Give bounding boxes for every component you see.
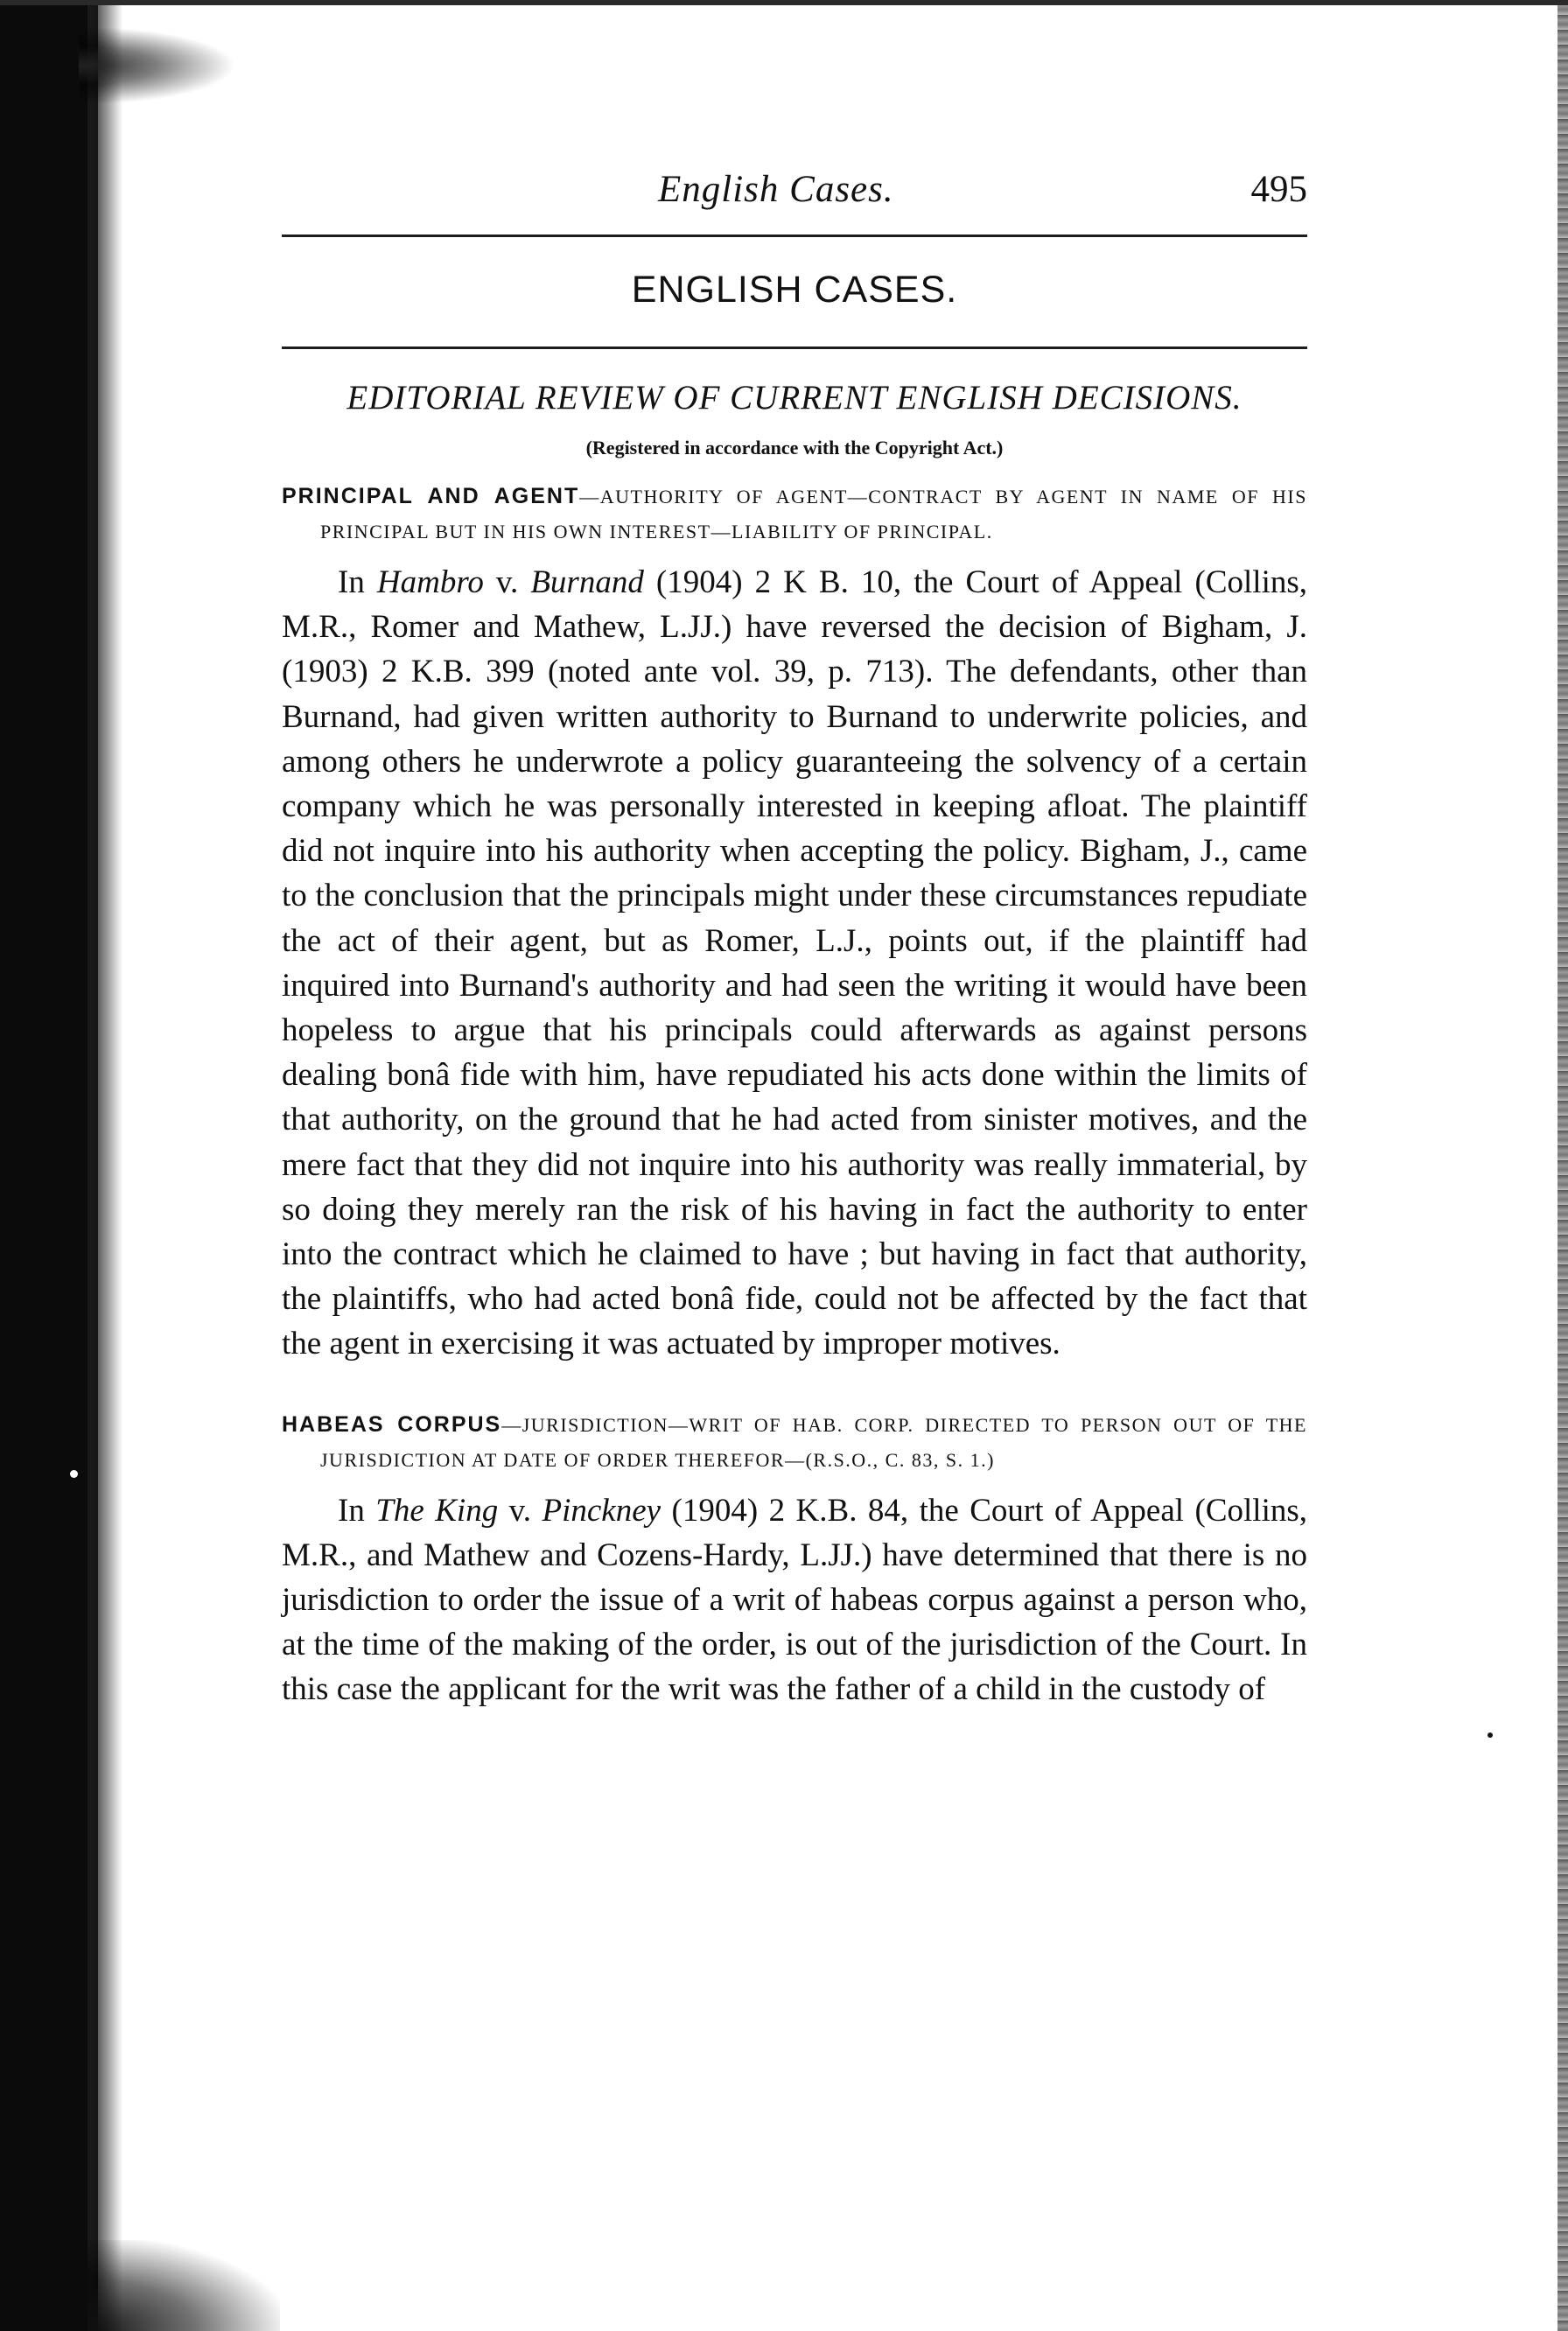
copyright-note: (Registered in accordance with the Copyright Act.) [585,437,1004,458]
case-heading-habeas-corpus [282,1407,1307,1478]
case-party-name: The King [375,1492,499,1529]
running-head-title: English Cases. [658,169,894,210]
case-party-name: Pinckney [542,1492,662,1529]
case-topic: PRINCIPAL AND AGENT [282,484,580,508]
case-subtopics: —AUTHORITY OF AGENT—CONTRACT BY AGENT IN NAME OF HIS PRINCIPAL BUT IN HIS OWN INTEREST—LIABILITY OF PRINCIPAL. [320,486,1307,542]
editorial-heading: EDITORIAL REVIEW OF CURRENT ENGLISH DECISIONS. [346,379,1242,416]
case-party-name: Hambro [376,564,484,600]
scan-speck [70,1470,78,1478]
scan-left-edge [0,0,98,2331]
case-paragraph-pinckney [282,1488,1307,1712]
scan-speck [1488,1732,1493,1738]
paragraph-intro: In [338,1492,376,1529]
page-content [282,168,1307,1745]
case-heading-principal-agent [282,479,1307,550]
scan-smudge-top [79,26,236,105]
page-number: 495 [1250,169,1307,210]
section-title: ENGLISH CASES. [631,269,958,311]
case-paragraph-hambro [282,560,1307,1367]
scan-smudge-bottom [88,2240,280,2331]
section-rule [282,346,1307,349]
case-topic: HABEAS CORPUS [282,1411,502,1437]
case-versus: v. [483,564,531,600]
running-head [282,168,1307,224]
paragraph-body: (1904) 2 K.B. 84, the Court of Appeal (Collins, M.R., and Mathew and Cozens-Hardy, L.JJ.) have determined that there is no jurisdiction to order the issue of a writ of habeas corpus against a person who, at the time of the making of the order, is out of the jurisdiction of the Court. In this case the applicant for the writ was the father of a child in the custody of [282,1492,1308,1708]
header-rule [282,234,1307,237]
case-subtopics: —JURISDICTION—WRIT OF HAB. CORP. DIRECTED TO PERSON OUT OF THE JURISDICTION AT DATE OF ORDER THEREFOR—(R.S.O., C. 83, S. 1.) [320,1413,1307,1471]
paragraph-body: (1904) 2 K B. 10, the Court of Appeal (Collins, M.R., Romer and Mathew, L.JJ.) have reversed the decision of Bigham, J. (1903) 2 K.B. 399 (noted ante vol. 39, p. 713). The defendants, other than Burnand, had given written authority to Burnand to underwrite policies, and among others he underwrote a policy guaranteeing the solvency of a certain company which he was personally interested in keeping afloat. The plaintiff did not inquire into his authority when accepting the policy. Bigham, J., came to the conclusion that the principals might under these circumstances repudiate the act of their agent, but as Romer, L.J., points out, if the plaintiff had inquired into Burnand's authority and had seen the writing it would have been hopeless to argue that his principals could afterwards as against persons dealing bonâ fide with him, have repudiated his acts done within the limits of that authority, on the ground that he had acted from sinister motives, and the mere fact that they did not inquire into his authority was really immaterial, by so doing they merely ran the risk of his having in fact the authority to enter into the contract which he claimed to have ; but having in fact that authority, the plaintiffs, who had acted bonâ fide, could not be affected by the fact that the agent in exercising it was actuated by improper motives. [282,564,1308,1362]
case-versus: v. [498,1492,542,1529]
paragraph-intro: In [338,564,377,600]
scan-right-edge [1558,0,1568,2331]
scan-left-edge-fade [88,0,122,2331]
scan-top-edge [0,0,1568,5]
case-party-name: Burnand [530,564,644,600]
